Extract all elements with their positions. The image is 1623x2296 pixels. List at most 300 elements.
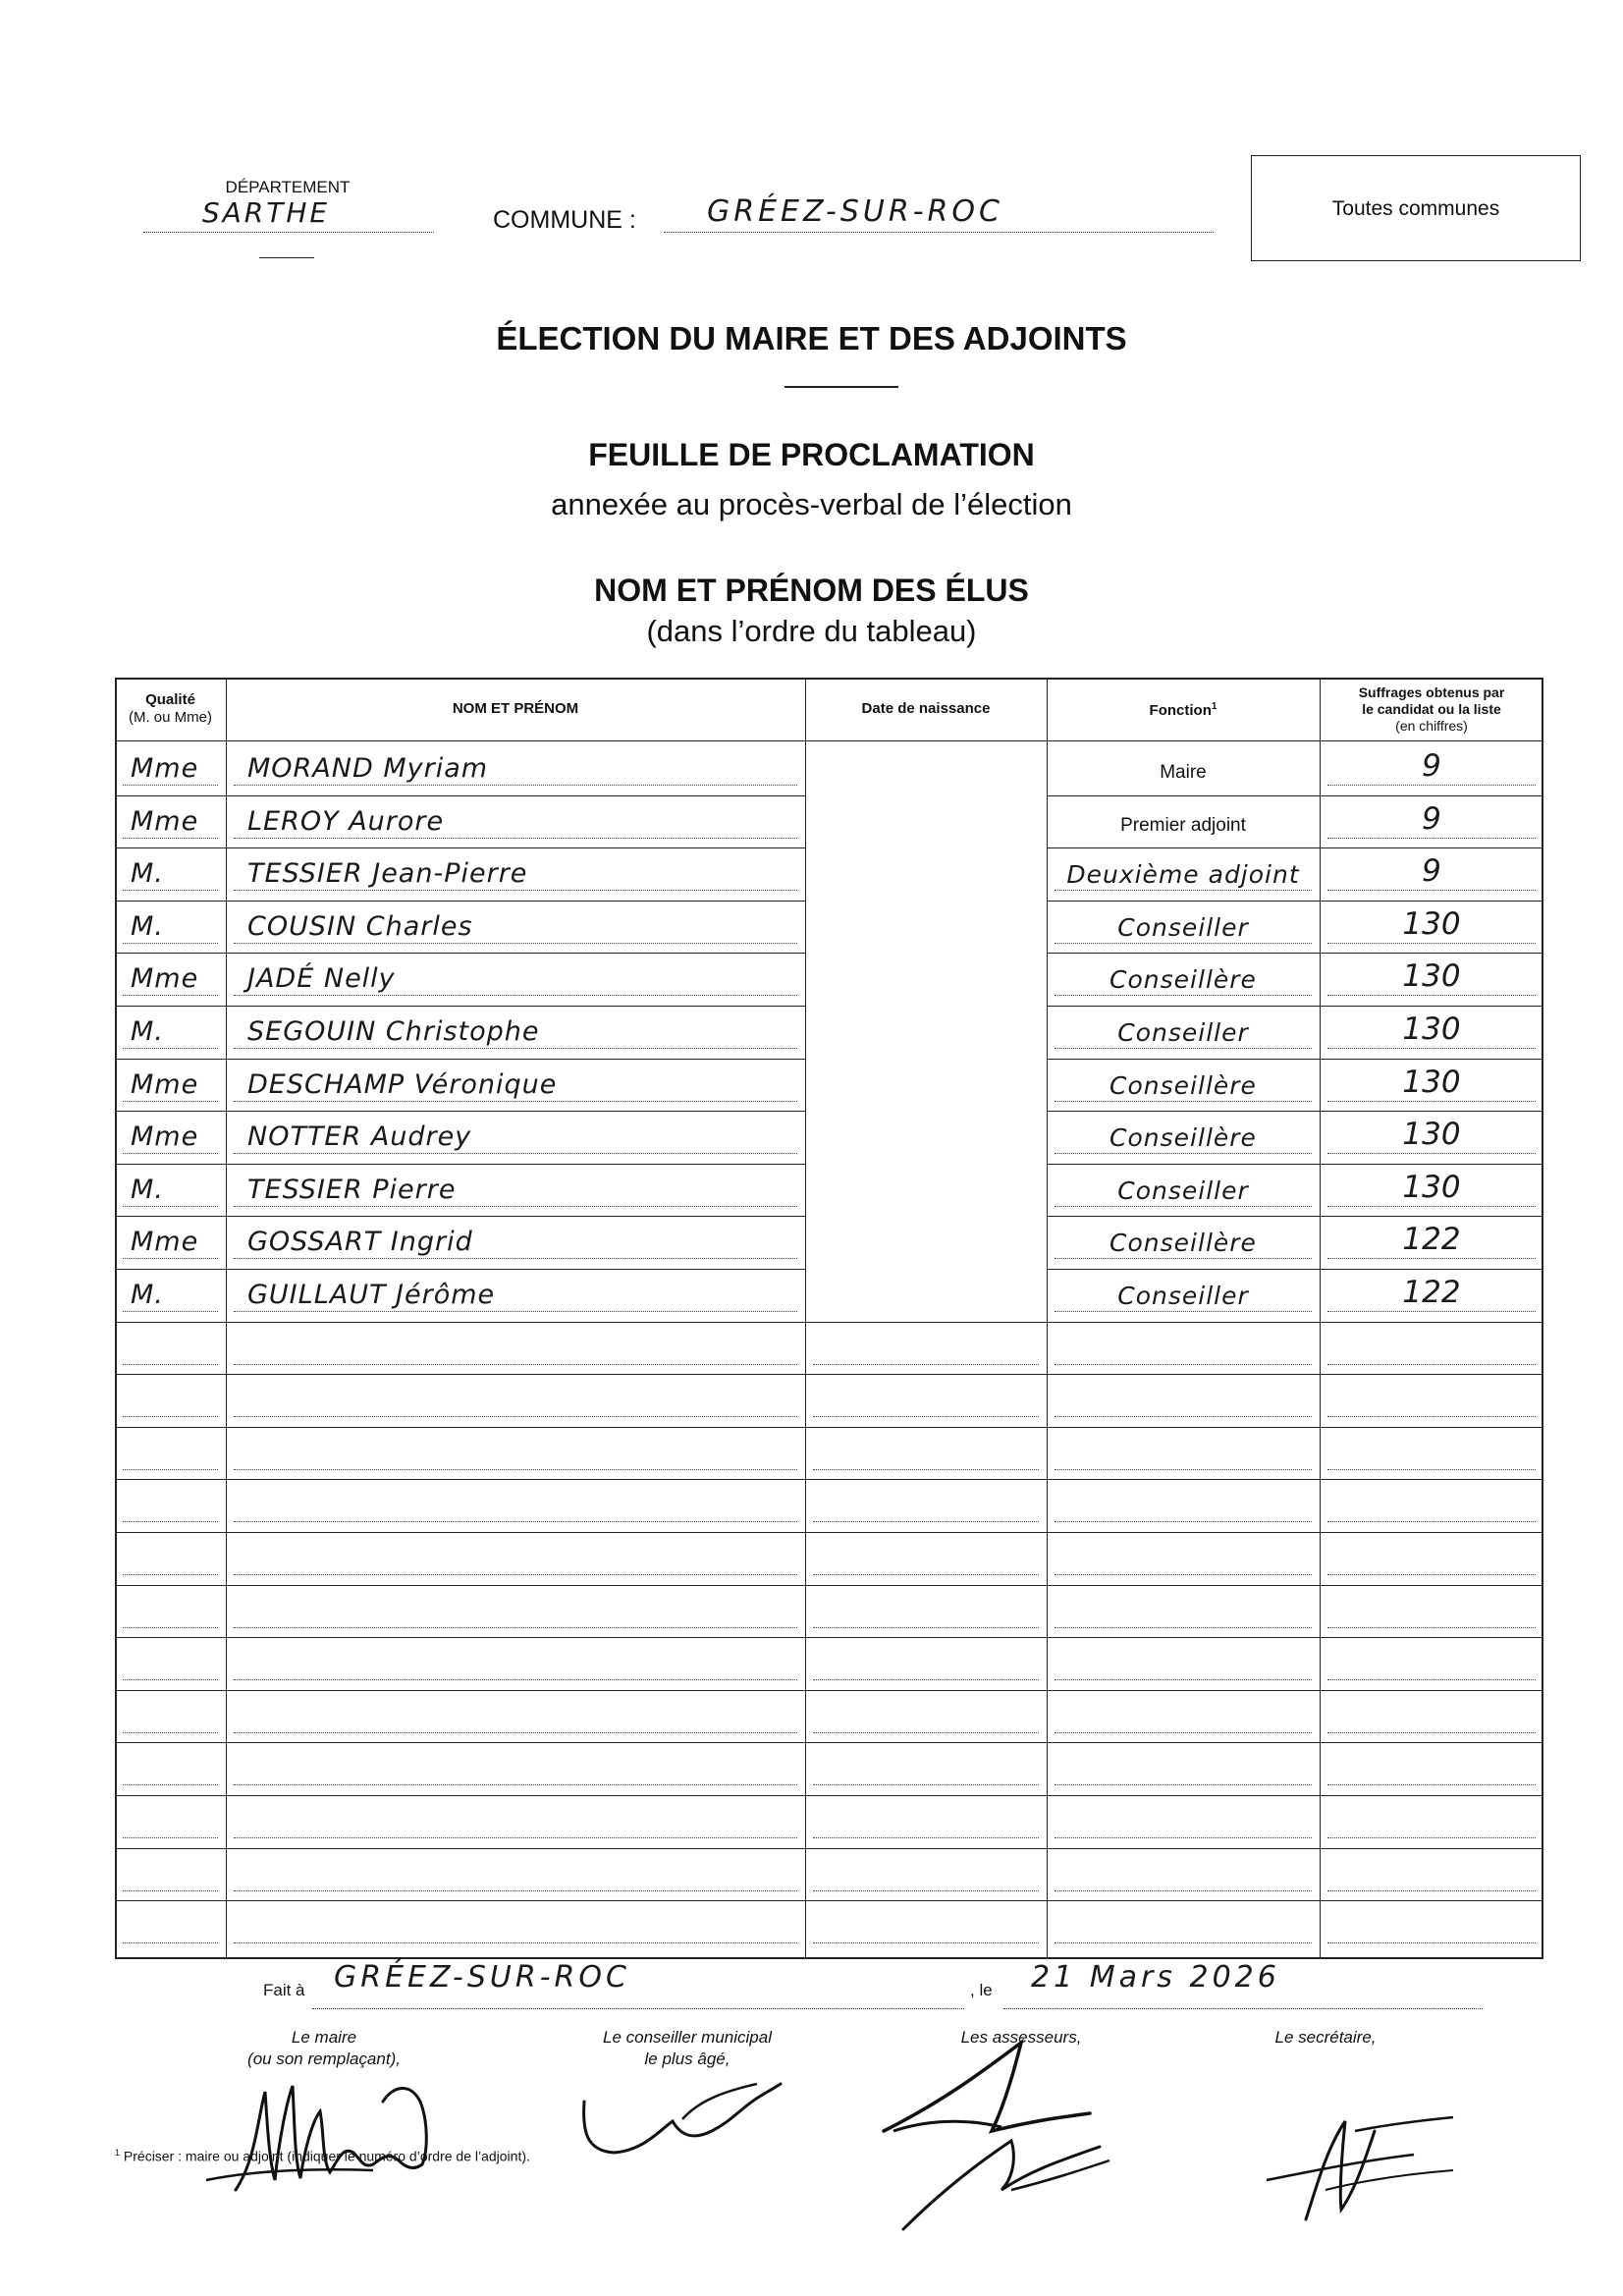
- dotted-line: [813, 1679, 1039, 1680]
- dotted-line: [123, 1521, 218, 1522]
- cell-nom: [226, 1059, 805, 1112]
- dotted-line: [123, 838, 218, 839]
- cell-fonction: [1047, 1795, 1320, 1848]
- cell-suffrages: [1320, 1479, 1543, 1532]
- qualite-value: M.: [131, 1280, 164, 1310]
- annexee-subtitle: annexée au procès-verbal de l’élection: [551, 487, 1072, 521]
- dotted-line: [1327, 1679, 1536, 1680]
- assesseurs-caption: Les assesseurs,: [960, 2028, 1082, 2047]
- dotted-line: [1055, 1101, 1312, 1102]
- cell-nom: [226, 901, 805, 954]
- dotted-line: [1327, 838, 1536, 839]
- dotted-line: [1055, 1364, 1312, 1365]
- footnote-text: Préciser : maire ou adjoint (indiquer le numéro d’ordre de l’adjoint).: [123, 2148, 530, 2164]
- cell-qualite: [115, 1585, 226, 1638]
- dotted-line: [123, 1679, 218, 1680]
- secretaire-caption: Le secrétaire,: [1274, 2028, 1377, 2047]
- qualite-value: Mme: [131, 1121, 199, 1153]
- dotted-line: [234, 1679, 797, 1680]
- cell-fonction: [1047, 795, 1320, 848]
- dotted-line: [1055, 1521, 1312, 1522]
- cell-date: [805, 1848, 1047, 1901]
- header-date-label: Date de naissance: [861, 700, 991, 717]
- dotted-line: [1055, 1048, 1312, 1049]
- dotted-line: [234, 1258, 797, 1259]
- cell-date: [805, 1900, 1047, 1953]
- cell-suffrages: [1320, 1742, 1543, 1795]
- table-row: [115, 1111, 1543, 1164]
- cell-fonction: [1047, 1374, 1320, 1427]
- dotted-line: [813, 1890, 1039, 1891]
- table-row: [115, 1164, 1543, 1217]
- qualite-value: M.: [131, 1016, 164, 1047]
- suffrages-value: 130: [1402, 1064, 1461, 1100]
- cell-date: [805, 1164, 1047, 1217]
- dotted-line: [234, 1521, 797, 1522]
- dotted-line: [234, 995, 797, 996]
- dotted-line: [1327, 1206, 1536, 1207]
- suffrages-value: 130: [1402, 1117, 1461, 1153]
- cell-fonction: [1047, 953, 1320, 1006]
- assesseurs-signature: [864, 2023, 1139, 2239]
- conseiller-caption-line2: le plus âgé,: [644, 2050, 730, 2068]
- dotted-line: [1327, 1521, 1536, 1522]
- dotted-line: [123, 1048, 218, 1049]
- cell-qualite: [115, 1532, 226, 1585]
- suffrages-value: 130: [1402, 958, 1461, 995]
- empty-row: [115, 1322, 1543, 1375]
- dotted-line: [1055, 1732, 1312, 1733]
- cell-qualite: [115, 742, 226, 795]
- cell-nom: [226, 1269, 805, 1322]
- dotted-line: [234, 1364, 797, 1365]
- cell-qualite: [115, 1742, 226, 1795]
- cell-qualite: [115, 1795, 226, 1848]
- dotted-line: [234, 838, 797, 839]
- dotted-line: [123, 1890, 218, 1891]
- suffrages-value: 9: [1422, 748, 1441, 784]
- dotted-line: [234, 1627, 797, 1628]
- nom-prenom-value: COUSIN Charles: [247, 910, 473, 942]
- cell-date: [805, 1479, 1047, 1532]
- dotted-line: [234, 1416, 797, 1417]
- qualite-value: M.: [131, 910, 164, 942]
- dotted-line: [123, 1837, 218, 1838]
- dotted-line: [123, 1469, 218, 1470]
- cell-fonction: [1047, 1164, 1320, 1217]
- suffrages-value: 130: [1402, 1169, 1461, 1205]
- fonction-value: Premier adjoint: [1120, 814, 1246, 836]
- cell-date: [805, 1532, 1047, 1585]
- cell-date: [805, 742, 1047, 795]
- dotted-line: [234, 1469, 797, 1470]
- nom-prenom-value: GUILLAUT Jérôme: [247, 1280, 496, 1310]
- dotted-line: [1327, 890, 1536, 891]
- departement-dotted-line: [143, 232, 434, 233]
- nom-prenom-value: TESSIER Pierre: [247, 1174, 457, 1205]
- table-row: [115, 847, 1543, 901]
- dotted-line: [234, 1942, 797, 1943]
- fonction-value: Deuxième adjoint: [1066, 860, 1300, 890]
- departement-dash: [259, 257, 314, 258]
- cell-date: [805, 1690, 1047, 1743]
- cell-date: [805, 1059, 1047, 1112]
- dotted-line: [123, 943, 218, 944]
- header-date: [805, 678, 1047, 740]
- cell-fonction: [1047, 742, 1320, 795]
- cell-nom: [226, 1216, 805, 1269]
- table-row: [115, 795, 1543, 848]
- cell-nom: [226, 1006, 805, 1059]
- cell-qualite: [115, 1637, 226, 1690]
- fonction-value: Conseillère: [1109, 1123, 1257, 1153]
- header-suffrages: [1320, 678, 1543, 740]
- cell-fonction: [1047, 1848, 1320, 1901]
- empty-row: [115, 1479, 1543, 1532]
- dotted-line: [1055, 1311, 1312, 1312]
- cell-qualite: [115, 1848, 226, 1901]
- dotted-line: [1327, 1048, 1536, 1049]
- fonction-value: Conseiller: [1117, 1018, 1249, 1047]
- cell-suffrages: [1320, 1006, 1543, 1059]
- maire-caption-line2: (ou son remplaçant),: [247, 2050, 401, 2068]
- fonction-value: Conseillère: [1109, 965, 1257, 995]
- dotted-line: [1327, 1732, 1536, 1733]
- dotted-line: [1327, 1784, 1536, 1785]
- departement-value: SARTHE: [201, 196, 331, 229]
- cell-suffrages: [1320, 1216, 1543, 1269]
- cell-fonction: [1047, 1322, 1320, 1375]
- dotted-line: [123, 1364, 218, 1365]
- departement-label: DÉPARTEMENT: [225, 178, 351, 196]
- dotted-line: [1327, 943, 1536, 944]
- ordre-subtitle: (dans l’ordre du tableau): [646, 614, 977, 648]
- title-divider: [784, 386, 898, 388]
- feuille-title: FEUILLE DE PROCLAMATION: [588, 437, 1035, 472]
- dotted-line: [1055, 1942, 1312, 1943]
- dotted-line: [1055, 1837, 1312, 1838]
- header-nom-label: NOM ET PRÉNOM: [452, 700, 579, 717]
- empty-row: [115, 1585, 1543, 1638]
- dotted-line: [123, 1416, 218, 1417]
- cell-date: [805, 1742, 1047, 1795]
- cell-date: [805, 1427, 1047, 1480]
- qualite-value: M.: [131, 1174, 164, 1205]
- dotted-line: [813, 1469, 1039, 1470]
- empty-row: [115, 1532, 1543, 1585]
- cell-fonction: [1047, 901, 1320, 954]
- cell-nom: [226, 1848, 805, 1901]
- dotted-line: [1327, 785, 1536, 786]
- cell-fonction: [1047, 1006, 1320, 1059]
- fait-a-label: Fait à: [263, 1981, 305, 1999]
- dotted-line: [813, 1521, 1039, 1522]
- dotted-line: [813, 1627, 1039, 1628]
- fonction-value: Conseillère: [1109, 1070, 1257, 1100]
- election-title: ÉLECTION DU MAIRE ET DES ADJOINTS: [496, 320, 1127, 356]
- cell-qualite: [115, 1216, 226, 1269]
- dotted-line: [1055, 995, 1312, 996]
- nom-prenom-value: MORAND Myriam: [247, 753, 489, 784]
- cell-nom: [226, 1111, 805, 1164]
- cell-qualite: [115, 847, 226, 901]
- dotted-line: [1327, 1837, 1536, 1838]
- cell-qualite: [115, 1006, 226, 1059]
- dotted-line: [1055, 1784, 1312, 1785]
- maire-signature: [196, 2062, 452, 2200]
- dotted-line: [1055, 943, 1312, 944]
- cell-qualite: [115, 901, 226, 954]
- dotted-line: [1327, 1258, 1536, 1259]
- nom-prenom-value: GOSSART Ingrid: [247, 1227, 473, 1258]
- dotted-line: [813, 1837, 1039, 1838]
- empty-row: [115, 1374, 1543, 1427]
- dotted-line: [813, 1574, 1039, 1575]
- dotted-line: [234, 943, 797, 944]
- dotted-line: [1327, 1364, 1536, 1365]
- dotted-line: [123, 1101, 218, 1102]
- cell-fonction: [1047, 1637, 1320, 1690]
- cell-suffrages: [1320, 847, 1543, 901]
- qualite-value: Mme: [131, 805, 199, 837]
- toutes-communes-box: [1251, 155, 1581, 261]
- dotted-line: [1327, 1942, 1536, 1943]
- dotted-line: [1327, 1574, 1536, 1575]
- toutes-communes-label: Toutes communes: [1331, 197, 1500, 220]
- fonction-value: Maire: [1160, 762, 1207, 783]
- suffrages-value: 9: [1422, 853, 1441, 890]
- cell-fonction: [1047, 1742, 1320, 1795]
- cell-suffrages: [1320, 1059, 1543, 1112]
- cell-nom: [226, 795, 805, 848]
- cell-fonction: [1047, 1532, 1320, 1585]
- cell-date: [805, 1795, 1047, 1848]
- table-row: [115, 1059, 1543, 1112]
- cell-suffrages: [1320, 1585, 1543, 1638]
- cell-nom: [226, 847, 805, 901]
- cell-qualite: [115, 1427, 226, 1480]
- header-qualite: [115, 678, 226, 740]
- cell-qualite: [115, 1164, 226, 1217]
- cell-nom: [226, 1637, 805, 1690]
- cell-nom: [226, 1585, 805, 1638]
- dotted-line: [123, 1732, 218, 1733]
- cell-date: [805, 1637, 1047, 1690]
- qualite-value: Mme: [131, 753, 199, 784]
- cell-qualite: [115, 1479, 226, 1532]
- fonction-value: Conseiller: [1117, 1282, 1249, 1310]
- header-divider: [115, 740, 1543, 741]
- cell-date: [805, 901, 1047, 954]
- cell-suffrages: [1320, 1374, 1543, 1427]
- conseiller-signature: [565, 2062, 800, 2170]
- cell-fonction: [1047, 1269, 1320, 1322]
- dotted-line: [123, 995, 218, 996]
- cell-nom: [226, 1795, 805, 1848]
- empty-row: [115, 1795, 1543, 1848]
- dotted-line: [1055, 1153, 1312, 1154]
- fonction-value: Conseillère: [1109, 1229, 1257, 1258]
- header-qualite-line2: (M. ou Mme): [128, 709, 212, 726]
- qualite-value: Mme: [131, 1227, 199, 1258]
- cell-date: [805, 847, 1047, 901]
- dotted-line: [1055, 1574, 1312, 1575]
- cell-nom: [226, 1427, 805, 1480]
- dotted-line: [234, 1837, 797, 1838]
- cell-suffrages: [1320, 1690, 1543, 1743]
- elus-table: [115, 678, 1543, 1959]
- header-nom: [226, 678, 805, 740]
- cell-date: [805, 1585, 1047, 1638]
- dotted-line: [123, 890, 218, 891]
- cell-date: [805, 1216, 1047, 1269]
- cell-nom: [226, 1479, 805, 1532]
- dotted-line: [123, 1574, 218, 1575]
- fait-a-dotted-line: [312, 2008, 964, 2009]
- cell-qualite: [115, 1322, 226, 1375]
- dotted-line: [1327, 1153, 1536, 1154]
- dotted-line: [234, 1890, 797, 1891]
- qualite-value: M.: [131, 858, 164, 890]
- secretaire-signature: [1257, 2092, 1492, 2229]
- cell-suffrages: [1320, 953, 1543, 1006]
- cell-fonction: [1047, 1111, 1320, 1164]
- qualite-value: Mme: [131, 1068, 199, 1100]
- dotted-line: [813, 1942, 1039, 1943]
- dotted-line: [813, 1784, 1039, 1785]
- dotted-line: [234, 1101, 797, 1102]
- dotted-line: [1055, 1679, 1312, 1680]
- dotted-line: [1327, 1416, 1536, 1417]
- cell-suffrages: [1320, 1900, 1543, 1953]
- header-fonction-label: Fonction: [1149, 702, 1212, 719]
- cell-date: [805, 795, 1047, 848]
- commune-dotted-line: [664, 232, 1214, 233]
- cell-qualite: [115, 1900, 226, 1953]
- cell-qualite: [115, 795, 226, 848]
- dotted-line: [1327, 1101, 1536, 1102]
- maire-caption-line1: Le maire: [291, 2028, 357, 2047]
- cell-nom: [226, 1532, 805, 1585]
- dotted-line: [1327, 1311, 1536, 1312]
- table-row: [115, 1216, 1543, 1269]
- suffrages-value: 9: [1422, 800, 1441, 837]
- cell-fonction: [1047, 1059, 1320, 1112]
- dotted-line: [234, 1311, 797, 1312]
- cell-qualite: [115, 1374, 226, 1427]
- cell-nom: [226, 1374, 805, 1427]
- dotted-line: [123, 1784, 218, 1785]
- dotted-line: [123, 1942, 218, 1943]
- dotted-line: [123, 1206, 218, 1207]
- empty-row: [115, 1427, 1543, 1480]
- cell-fonction: [1047, 1900, 1320, 1953]
- dotted-line: [1327, 995, 1536, 996]
- header-suffrages-line2: le candidat ou la liste: [1362, 700, 1501, 717]
- dotted-line: [813, 1364, 1039, 1365]
- cell-qualite: [115, 1059, 226, 1112]
- nom-prenom-value: DESCHAMP Véronique: [247, 1068, 558, 1100]
- commune-label: COMMUNE :: [493, 206, 636, 234]
- date-dotted-line: [1003, 2008, 1483, 2009]
- qualite-value: Mme: [131, 963, 199, 995]
- cell-qualite: [115, 1111, 226, 1164]
- footnote: [115, 2148, 530, 2164]
- cell-fonction: [1047, 1585, 1320, 1638]
- cell-date: [805, 1006, 1047, 1059]
- cell-suffrages: [1320, 1427, 1543, 1480]
- cell-date: [805, 1269, 1047, 1322]
- cell-suffrages: [1320, 1637, 1543, 1690]
- dotted-line: [1055, 1416, 1312, 1417]
- cell-qualite: [115, 1690, 226, 1743]
- cell-qualite: [115, 1269, 226, 1322]
- cell-nom: [226, 742, 805, 795]
- suffrages-value: 122: [1402, 1222, 1461, 1258]
- table-row: [115, 953, 1543, 1006]
- date-value: 21 Mars 2026: [1031, 1960, 1280, 1995]
- fonction-value: Conseiller: [1117, 912, 1249, 942]
- cell-suffrages: [1320, 1164, 1543, 1217]
- commune-value: GRÉEZ-SUR-ROC: [707, 194, 1003, 229]
- dotted-line: [234, 890, 797, 891]
- cell-nom: [226, 1690, 805, 1743]
- dotted-line: [813, 1732, 1039, 1733]
- empty-row: [115, 1637, 1543, 1690]
- cell-fonction: [1047, 1479, 1320, 1532]
- dotted-line: [234, 1153, 797, 1154]
- suffrages-value: 130: [1402, 1011, 1461, 1047]
- cell-suffrages: [1320, 1322, 1543, 1375]
- dotted-line: [234, 1048, 797, 1049]
- cell-fonction: [1047, 1216, 1320, 1269]
- conseiller-caption-line1: Le conseiller municipal: [603, 2028, 772, 2047]
- dotted-line: [234, 1574, 797, 1575]
- suffrages-value: 122: [1402, 1275, 1461, 1310]
- dotted-line: [234, 1206, 797, 1207]
- cell-suffrages: [1320, 1795, 1543, 1848]
- dotted-line: [234, 785, 797, 786]
- cell-fonction: [1047, 1427, 1320, 1480]
- dotted-line: [1327, 1890, 1536, 1891]
- cell-nom: [226, 1164, 805, 1217]
- dotted-line: [234, 1732, 797, 1733]
- cell-nom: [226, 1322, 805, 1375]
- fonction-value: Conseiller: [1117, 1175, 1249, 1205]
- empty-row: [115, 1848, 1543, 1901]
- cell-date: [805, 1111, 1047, 1164]
- dotted-line: [1055, 890, 1312, 891]
- dotted-line: [123, 1311, 218, 1312]
- dotted-line: [123, 785, 218, 786]
- cell-suffrages: [1320, 1848, 1543, 1901]
- cell-date: [805, 953, 1047, 1006]
- empty-row: [115, 1690, 1543, 1743]
- nom-prenom-value: JADÉ Nelly: [247, 963, 396, 995]
- cell-nom: [226, 1900, 805, 1953]
- dotted-line: [1055, 1627, 1312, 1628]
- dotted-line: [1055, 1258, 1312, 1259]
- header-qualite-line1: Qualité: [145, 691, 195, 708]
- dotted-line: [1055, 1469, 1312, 1470]
- fait-a-value: GRÉEZ-SUR-ROC: [334, 1960, 630, 1995]
- table-row: [115, 742, 1543, 795]
- dotted-line: [1055, 1890, 1312, 1891]
- cell-suffrages: [1320, 742, 1543, 795]
- cell-suffrages: [1320, 1111, 1543, 1164]
- cell-date: [805, 1322, 1047, 1375]
- cell-suffrages: [1320, 1269, 1543, 1322]
